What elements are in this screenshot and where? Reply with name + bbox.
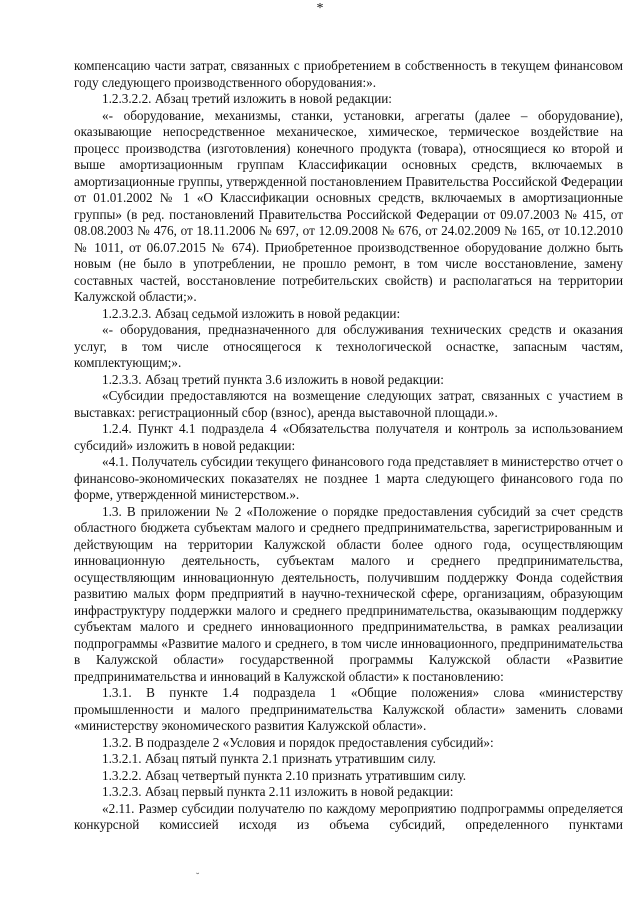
paragraph-1-3-2-1: 1.3.2.1. Абзац пятый пункта 2.1 признать утратившим силу. [102,751,436,766]
paragraph-continuation: компенсацию части затрат, связанных с приобретением в собственность в текущем финансовом году следующего производственного оборудования:». [74,58,623,90]
paragraph-2-11: «2.11. Размер субсидии получателю по каждому мероприятию подпрограммы определяется конкурсной комиссией исходя из объема субсидий, определенного пунктами [74,800,623,832]
paragraph-4-1-report: «4.1. Получатель субсидии текущего финансового года представляет в министерство отчет о финансово-экономических показателях не позднее 1 марта следующего финансового года по форме, утвержденной министерством.». [74,454,623,502]
paragraph-1-3-2-3: 1.3.2.3. Абзац первый пункта 2.11 изложить в новой редакции: [102,784,454,799]
paragraph-1-3-2: 1.3.2. В подразделе 2 «Условия и порядок предоставления субсидий»: [102,734,494,750]
paragraph-exhibition-costs: «Субсидии предоставляются на возмещение следующих затрат, связанных с участием в выставках: регистрационный сбор (взнос), аренда выставочной площади.». [74,388,623,420]
document-body [74,58,623,834]
scan-mark: ˘ [196,872,200,883]
paragraph-service-equipment: «- оборудования, предназначенного для обслуживания технических средств и оказания услуг, в том числе относящегося к технологической оснастке, запасным частям, комплектующим;». [74,322,623,370]
paragraph-1-3-1: 1.3.1. В пункте 1.4 подраздела 1 «Общие положения» слова «министерству промышленности и малого предпринимательства Калужской области» заменить словами «министерству экономического развития Калужской области». [74,685,623,733]
paragraph-1-2-3-2-3: 1.2.3.2.3. Абзац седьмой изложить в новой редакции: [102,305,401,321]
paragraph-1-2-3-2-2: 1.2.3.2.2. Абзац третий изложить в новой редакции: [102,91,392,106]
paragraph-1-2-4: 1.2.4. Пункт 4.1 подраздела 4 «Обязательства получателя и контроль за использованием субсидий» изложить в новой редакции: [74,421,623,453]
paragraph-1-3-2-2: 1.3.2.2. Абзац четвертый пункта 2.10 признать утратившим силу. [102,767,467,783]
paragraph-equipment-definition: «- оборудование, механизмы, станки, установки, агрегаты (далее – оборудование), оказывающие непосредственное механическое, химическое, термическое воздействие на процесс производства (изготовления) конечного продукта (товара), относящиеся ко второй и выше амортизационным группам Классификации основных средств, включаемых в амортизационные группы, утвержденной постановлением Правительства Российской Федерации от 01.01.2002 № 1 «О Классификации основных средств, включаемых в амортизационные группы» (в ред. постановлений Правительства Российской Федерации от 09.07.2003 № 415, от 08.08.2003 № 476, от 18.11.2006 № 697, от 12.09.2008 № 676, от 24.02.2009 № 165, от 10.12.2010 № 1011, от 06.07.2015 № 674). Приобретенное производственное оборудование должно быть новым (не было в употреблении, не прошло ремонт, в том числе восстановление, замену составных частей, восстановление потребительских свойств) и располагаться на территории Калужской области;». [74,107,623,304]
paragraph-1-2-3-3: 1.2.3.3. Абзац третий пункта 3.6 изложить в новой редакции: [102,371,444,387]
paragraph-1-3: 1.3. В приложении № 2 «Положение о порядке предоставления субсидий за счет средств областного бюджета субъектам малого и среднего предпринимательства, зарегистрированным и действующим на территории Калужской области более одного года, осуществляющим инновационную деятельность, субъектам малого и среднего предпринимательства, осуществляющим инновационную деятельность, получившим поддержку Фонда содействия развитию малых форм предприятий в научно-технической сфере, организациям, образующим инфраструктуру поддержки малого и среднего предпринимательства, оказывающим поддержку субъектам малого и среднего инновационного предпринимательства, в рамках реализации подпрограммы «Развитие малого и среднего, в том числе инновационного, предпринимательства в Калужской области» государственной программы Калужской области «Развитие предпринимательства и инноваций в Калужской области» к постановлению: [74,503,623,684]
page-marker: * [316,1,324,16]
